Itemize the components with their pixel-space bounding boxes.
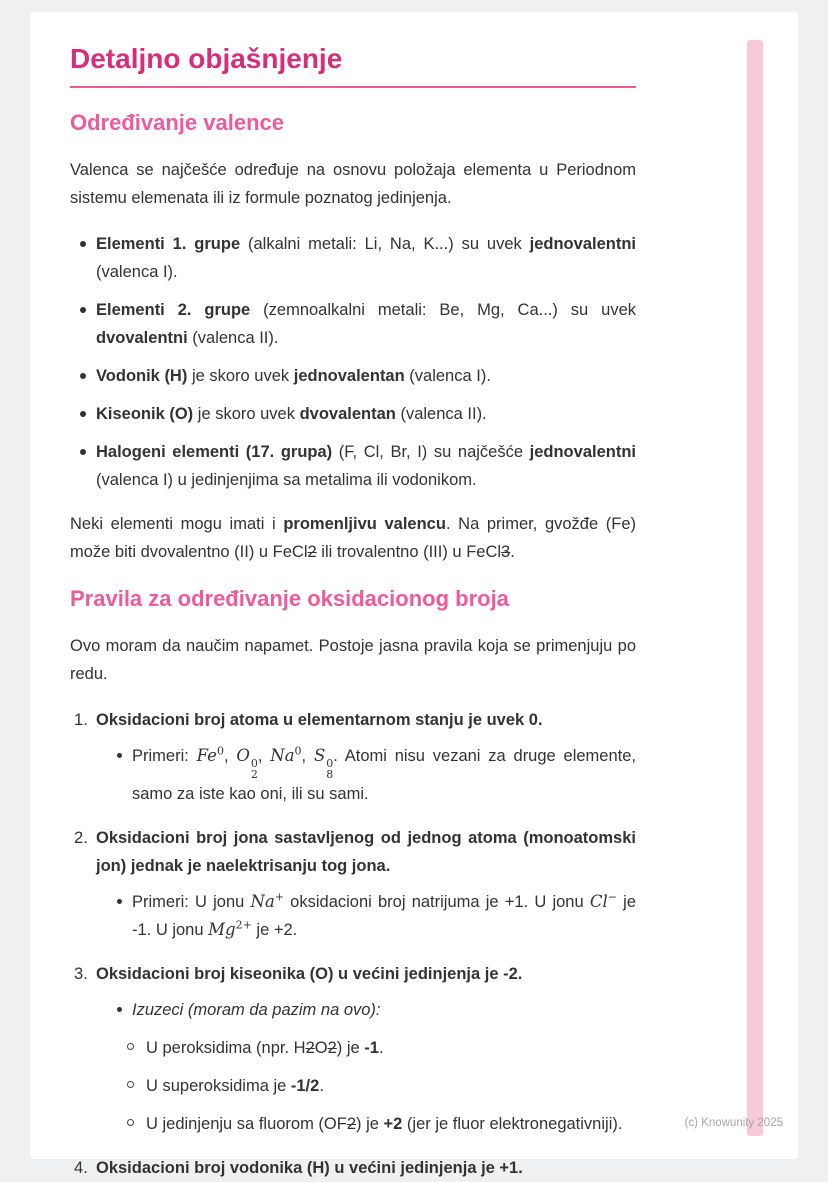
- exceptions-list: [132, 1034, 636, 1138]
- document-page: [30, 12, 798, 1177]
- section-heading-oxidation: Pravila za određivanje oksidacionog broja: [70, 586, 509, 611]
- valence-rules-list: [70, 230, 636, 494]
- rule-text: Oksidacioni broj atoma u elementarnom stanju je uvek 0.: [96, 711, 543, 729]
- example-item: Primeri: U jonu Na+ oksidacioni broj natrijuma je +1. U jonu Cl− je -1. U jonu $Mg^{2+}$ je +2.: [132, 888, 636, 944]
- rule-examples-list: [96, 888, 636, 944]
- rule-item: [96, 824, 636, 944]
- copyright-watermark: (c) Knowunity 2025: [684, 1117, 783, 1129]
- exception-item: U peroksidima (npr. H2O2) je -1.: [146, 1034, 636, 1062]
- example-item: Primeri: Fe$^0$, O 0 2 , Na$^0$, S 0 8 . Atomi nisu vezani za druge elemente, samo za iste kao oni, ili su sami.: [132, 742, 636, 808]
- exceptions-item: [132, 996, 636, 1138]
- valence-outro-paragraph: Neki elementi mogu imati i promenljivu valencu. Na primer, gvožđe (Fe) može biti dvovalentno (II) u FeCl2 ili trovalentno (III) u FeCl3.: [70, 515, 637, 561]
- list-item: Kiseonik (O) je skoro uvek dvovalentan (valenca II).: [96, 400, 636, 428]
- exception-item: U jedinjenju sa fluorom (OF2) je +2 (jer je fluor elektronegativniji).: [146, 1110, 636, 1138]
- rule-item: [96, 960, 636, 1138]
- rule-text: Oksidacioni broj vodonika (H) u većini jedinjenja je +1.: [96, 1159, 523, 1177]
- rule-examples-list: [96, 742, 636, 808]
- page-title: Detaljno objašnjenje: [70, 43, 343, 74]
- document-content: [30, 12, 798, 1177]
- valence-intro-paragraph: Valenca se najčešće određuje na osnovu položaja elementa u Periodnom sistemu elemenata ili iz formule poznatog jedinjenja.: [70, 161, 636, 207]
- rule-text: Oksidacioni broj kiseonika (O) u većini jedinjenja je -2.: [96, 965, 523, 983]
- list-item: Halogeni elementi (17. grupa) (F, Cl, Br, I) su najčešće jednovalentni (valenca I) u jedinjenjima sa metalima ili vodonikom.: [96, 438, 636, 494]
- title-divider: [70, 86, 636, 88]
- oxidation-intro-paragraph: Ovo moram da naučim napamet. Postoje jasna pravila koja se primenjuju po redu.: [70, 637, 636, 683]
- rule-item: [96, 706, 636, 808]
- list-item: Elementi 1. grupe (alkalni metali: Li, Na, K...) su uvek jednovalentni (valenca I).: [96, 230, 636, 286]
- exception-item: U superoksidima je -1/2.: [146, 1072, 636, 1100]
- rule-exceptions-wrapper: [96, 996, 636, 1138]
- oxidation-rules-list: [70, 706, 636, 1182]
- list-item: Vodonik (H) je skoro uvek jednovalentan (valenca I).: [96, 362, 636, 390]
- exceptions-label: Izuzeci (moram da pazim na ovo):: [132, 1001, 381, 1019]
- section-heading-valence: Određivanje valence: [70, 110, 284, 135]
- rule-text: Oksidacioni broj jona sastavljenog od jednog atoma (monoatomski jon) jednak je naelektrisanju tog jona.: [96, 829, 636, 875]
- rule-item: [96, 1154, 636, 1182]
- list-item: Elementi 2. grupe (zemnoalkalni metali: Be, Mg, Ca...) su uvek dvovalentni (valenca II).: [96, 296, 636, 352]
